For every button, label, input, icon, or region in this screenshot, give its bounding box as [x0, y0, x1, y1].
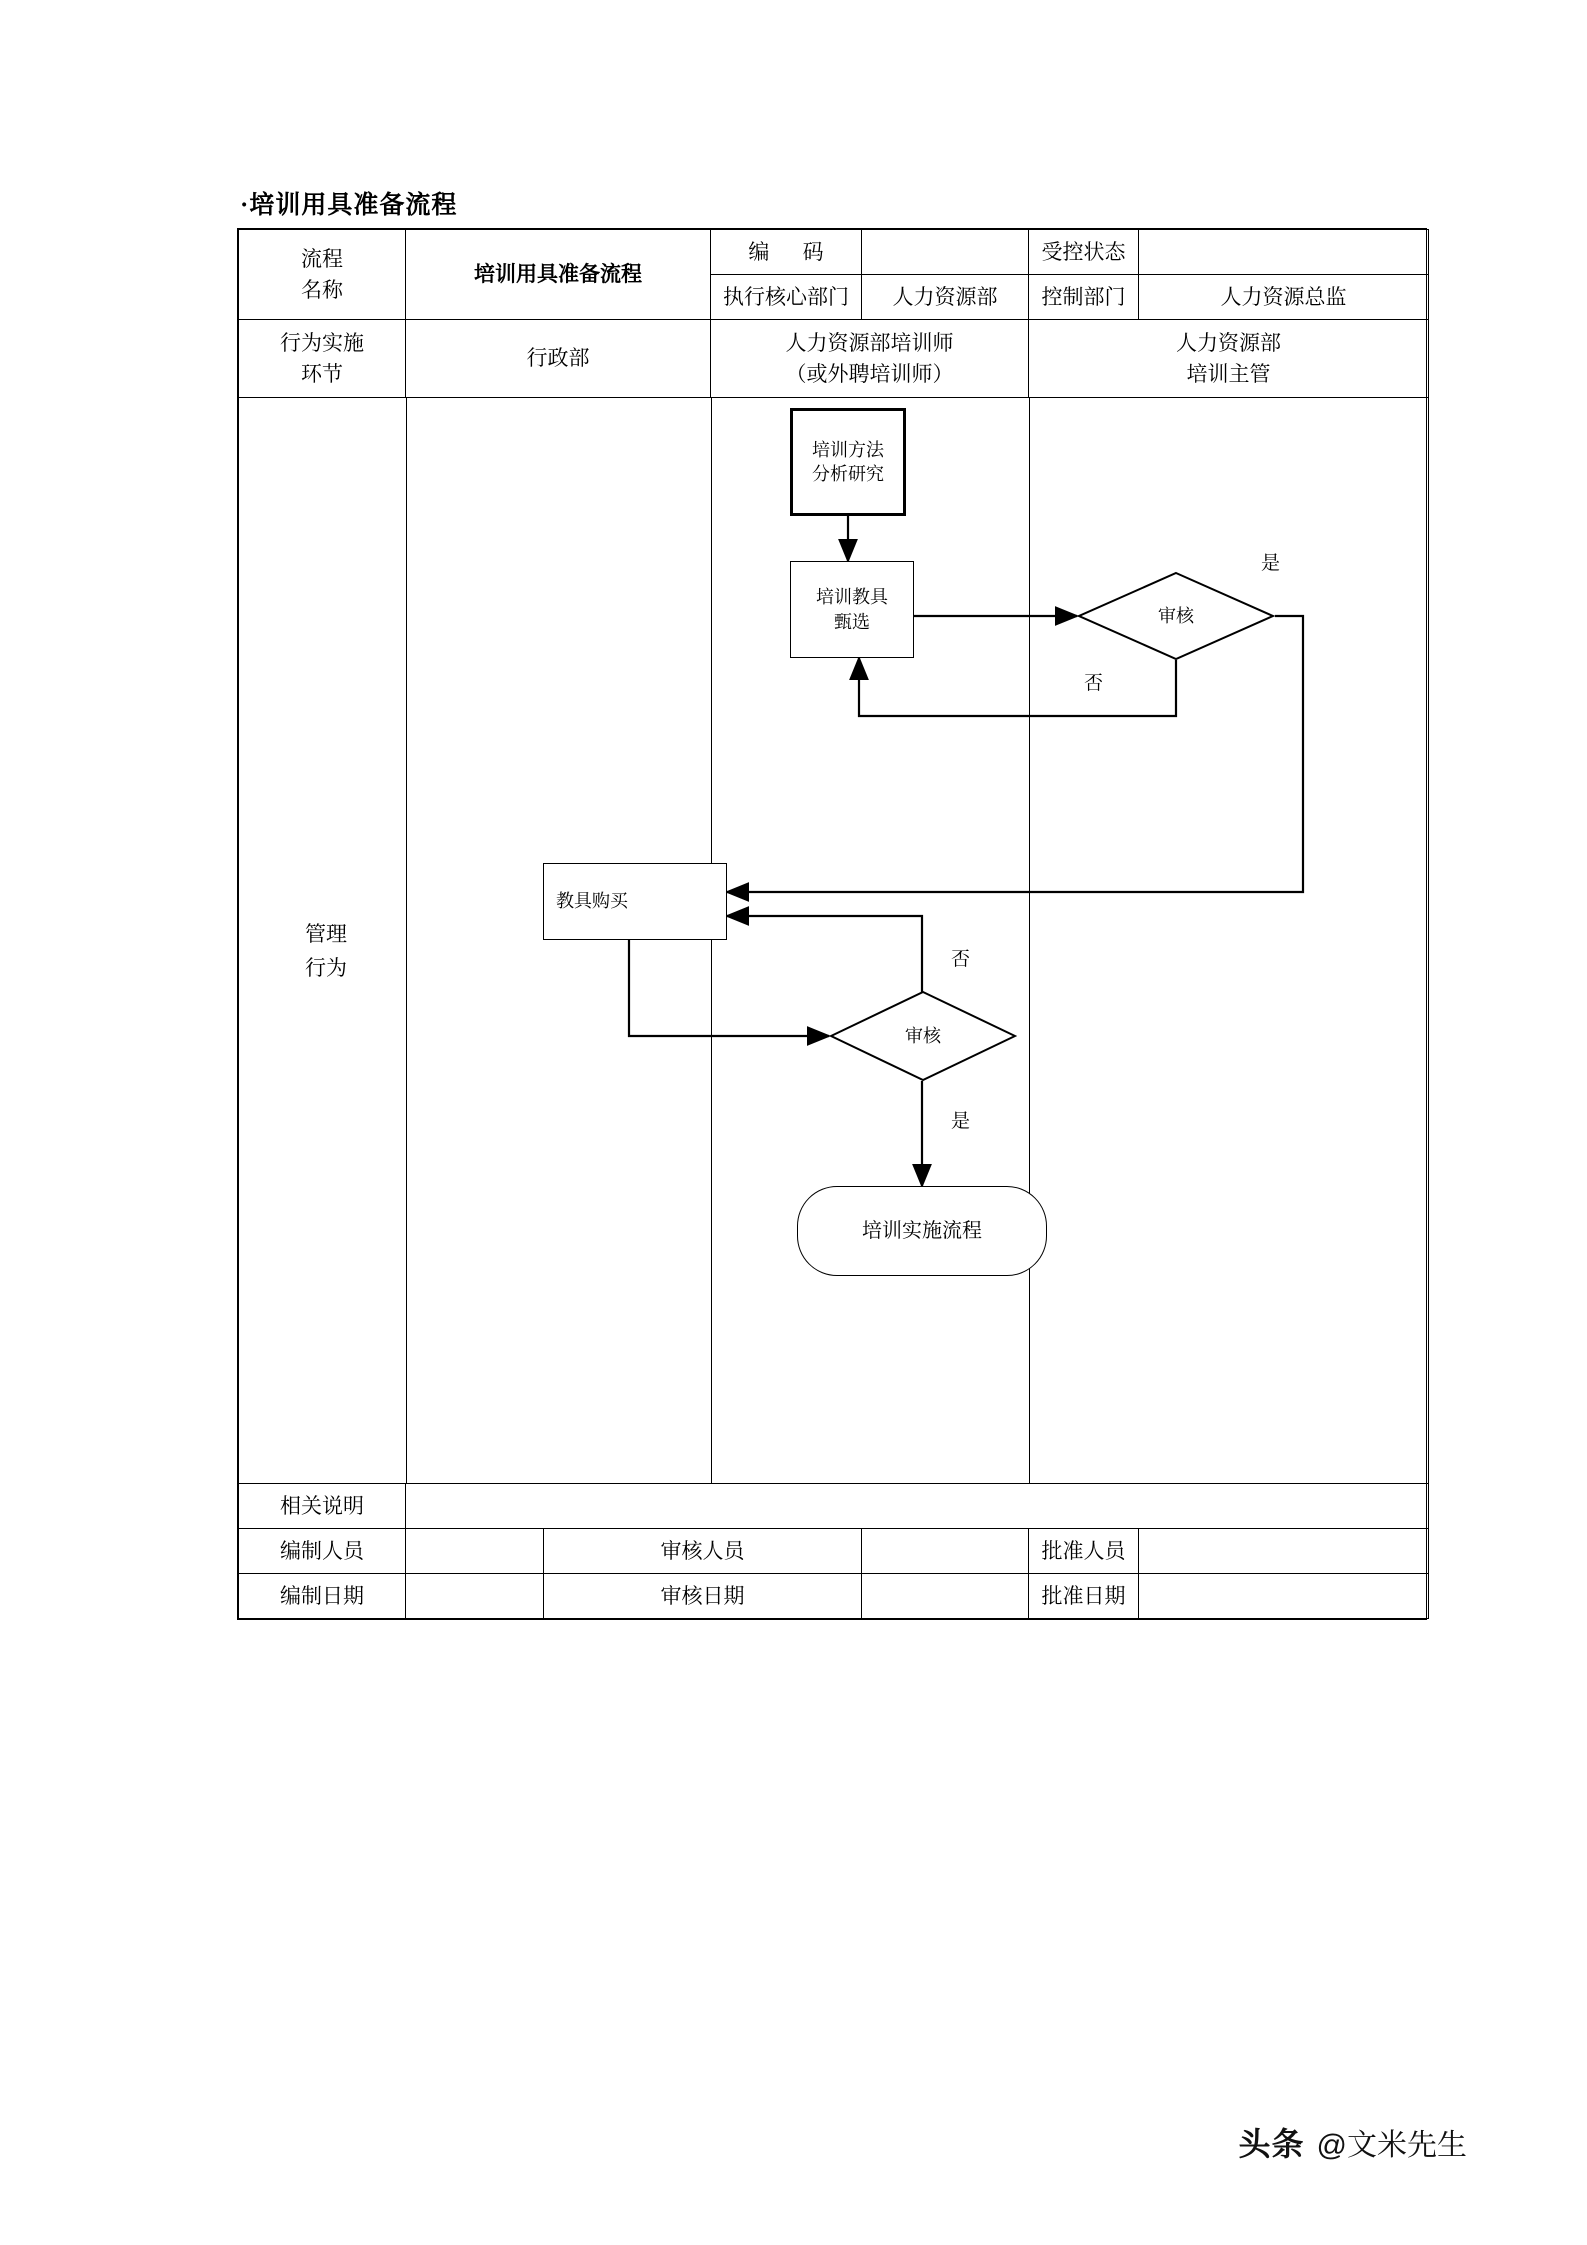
flow-node-review-1[interactable] [1077, 571, 1275, 661]
lane2-title-line1: 人力资源部培训师 [785, 331, 954, 356]
flow-stage-label-line1: 管理 [305, 922, 347, 946]
table-row-dates [239, 1574, 1429, 1619]
cell-lane1-title: 行政部 [406, 320, 711, 398]
edge-label-yes-top: 是 [1261, 553, 1281, 574]
cell-core-dept-value: 人力资源部 [862, 275, 1029, 320]
node-text-line1: 培训方法 [812, 439, 884, 460]
node-text-line2: 分析研究 [812, 464, 884, 484]
cell-code-value[interactable] [862, 230, 1029, 275]
table-row-personnel [239, 1529, 1429, 1574]
cell-controlled-state-label: 受控状态 [1029, 230, 1139, 275]
process-sheet [237, 228, 1427, 1620]
cell-code-label: 编 码 [711, 230, 862, 275]
stage-label-line1: 行为实施 [280, 331, 364, 356]
table-row-lane-header [239, 320, 1429, 398]
edge-label-no-bottom: 否 [951, 949, 971, 970]
cell-notes-label: 相关说明 [239, 1484, 406, 1529]
cell-prepared-date-label: 编制日期 [239, 1574, 406, 1619]
edge-label-yes-bottom: 是 [951, 1111, 971, 1132]
flowchart-canvas [239, 398, 1428, 1483]
cell-approved-by-value[interactable] [1139, 1529, 1429, 1574]
cell-stage-label [239, 320, 406, 398]
table-row-flowchart [239, 398, 1429, 1484]
lane3-title-line2: 培训主管 [1186, 361, 1271, 386]
process-name-label-line1: 流程 [301, 247, 343, 272]
edge-label-no-top: 否 [1084, 673, 1104, 694]
cell-approved-date-label: 批准日期 [1029, 1574, 1139, 1619]
node-text-line1: 培训教具 [816, 587, 888, 608]
flow-node-purchase-teaching-aids[interactable] [543, 863, 727, 940]
lane2-title-line2: （或外聘培训师） [785, 361, 954, 386]
cell-lane3-title [1029, 320, 1429, 398]
cell-reviewed-by-value[interactable] [862, 1529, 1029, 1574]
cell-prepared-by-value[interactable] [406, 1529, 544, 1574]
cell-core-dept-label: 执行核心部门 [711, 275, 862, 320]
cell-process-name-label [239, 230, 406, 320]
watermark-logo: 头条 [1238, 2126, 1305, 2162]
lane3-title-line1: 人力资源部 [1176, 331, 1281, 356]
cell-control-dept-label: 控制部门 [1029, 275, 1139, 320]
flow-node-implementation-label: 培训实施流程 [862, 1219, 982, 1242]
flow-node-training-implementation-process[interactable] [797, 1186, 1047, 1276]
cell-control-dept-value: 人力资源总监 [1139, 275, 1429, 320]
cell-reviewed-date-label: 审核日期 [544, 1574, 862, 1619]
cell-prepared-date-value[interactable] [406, 1574, 544, 1619]
flow-node-training-method-analysis[interactable] [790, 408, 906, 516]
cell-notes-value[interactable] [406, 1484, 1429, 1529]
node-text-line2: 甄选 [834, 611, 870, 632]
flow-node-teaching-aid-selection[interactable] [790, 561, 914, 658]
table-row-header-1 [239, 230, 1429, 275]
cell-reviewed-date-value[interactable] [862, 1574, 1029, 1619]
cell-controlled-state-value[interactable] [1139, 230, 1429, 275]
cell-approved-by-label: 批准人员 [1029, 1529, 1139, 1574]
stage-label-line2: 环节 [301, 361, 343, 386]
table-row-notes [239, 1484, 1429, 1529]
flow-node-review-1-label: 审核 [1158, 605, 1194, 626]
page-title: ·培训用具准备流程 [240, 192, 458, 219]
process-name-label-line2: 名称 [301, 277, 343, 302]
flow-node-review-2[interactable] [829, 990, 1017, 1082]
cell-lane2-title [711, 320, 1029, 398]
cell-flowchart [239, 398, 1429, 1484]
flow-stage-label-line2: 行为 [305, 955, 347, 980]
cell-process-name-value: 培训用具准备流程 [406, 230, 711, 320]
flow-node-review-2-label: 审核 [905, 1025, 941, 1046]
flow-node-purchase-label: 教具购买 [556, 891, 628, 912]
cell-reviewed-by-label: 审核人员 [544, 1529, 862, 1574]
cell-approved-date-value[interactable] [1139, 1574, 1429, 1619]
watermark [1239, 2119, 1467, 2165]
watermark-handle: @文米先生 [1316, 2129, 1467, 2162]
cell-prepared-by-label: 编制人员 [239, 1529, 406, 1574]
